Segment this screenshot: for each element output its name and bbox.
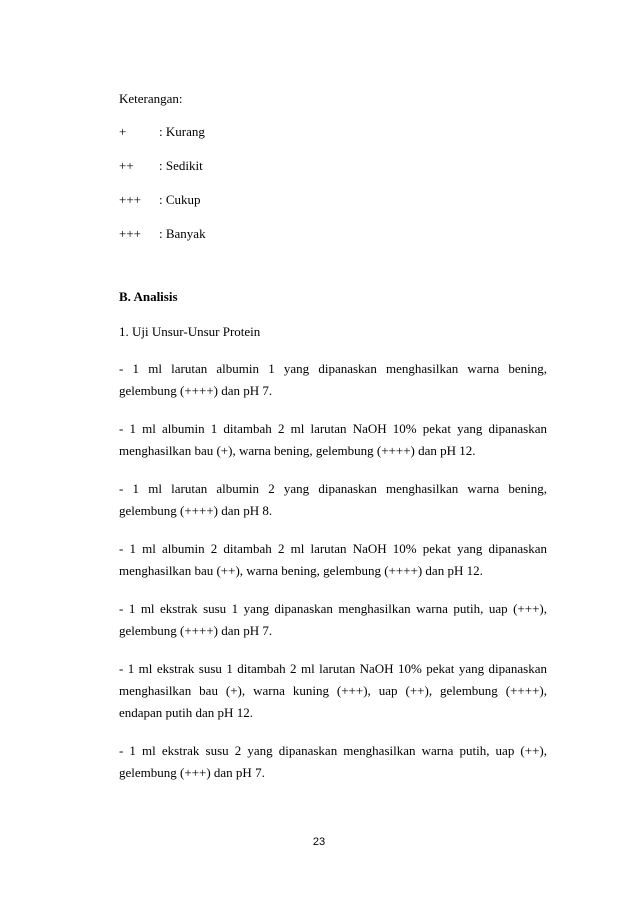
analysis-paragraph: - 1 ml ekstrak susu 1 ditambah 2 ml larutan NaOH 10% pekat yang dipanaskan menghasilkan bau (+), warna kuning (+++), uap (++), gelembung (++++), endapan putih dan pH 12. (119, 661, 547, 720)
legend-symbol: +++ (119, 226, 141, 241)
legend-symbol: + (119, 124, 127, 139)
analysis-paragraph: - 1 ml ekstrak susu 2 yang dipanaskan menghasilkan warna putih, uap (++), gelembung (+++) dan pH 7. (119, 743, 547, 780)
legend-description: : Sedikit (159, 158, 203, 173)
analysis-paragraphs (119, 358, 547, 800)
analysis-paragraph: - 1 ml albumin 2 ditambah 2 ml larutan NaOH 10% pekat yang dipanaskan menghasilkan bau (++), warna bening, gelembung (++++) dan pH 12. (119, 541, 547, 578)
legend-description: : Cukup (159, 192, 201, 207)
page-number: 23 (312, 836, 326, 848)
legend-row (119, 158, 206, 192)
legend-list (119, 124, 206, 260)
legend-symbol: +++ (119, 192, 141, 207)
legend-row (119, 192, 206, 226)
legend-symbol: ++ (119, 158, 134, 173)
legend-description: : Kurang (159, 124, 205, 139)
subsection-title: 1. Uji Unsur-Unsur Protein (119, 324, 261, 339)
legend-row (119, 124, 206, 158)
keterangan-heading: Keterangan: (119, 91, 183, 106)
analysis-paragraph: - 1 ml albumin 1 ditambah 2 ml larutan NaOH 10% pekat yang dipanaskan menghasilkan bau (+), warna bening, gelembung (++++) dan pH 12. (119, 421, 547, 458)
analysis-paragraph: - 1 ml larutan albumin 2 yang dipanaskan menghasilkan warna bening, gelembung (++++) dan pH 8. (119, 481, 547, 518)
section-title: B. Analisis (119, 289, 178, 304)
analysis-paragraph: - 1 ml ekstrak susu 1 yang dipanaskan menghasilkan warna putih, uap (+++), gelembung (++++) dan pH 7. (119, 601, 547, 638)
analysis-paragraph: - 1 ml larutan albumin 1 yang dipanaskan menghasilkan warna bening, gelembung (++++) dan pH 7. (119, 361, 547, 398)
legend-row (119, 226, 206, 260)
legend-description: : Banyak (159, 226, 206, 241)
